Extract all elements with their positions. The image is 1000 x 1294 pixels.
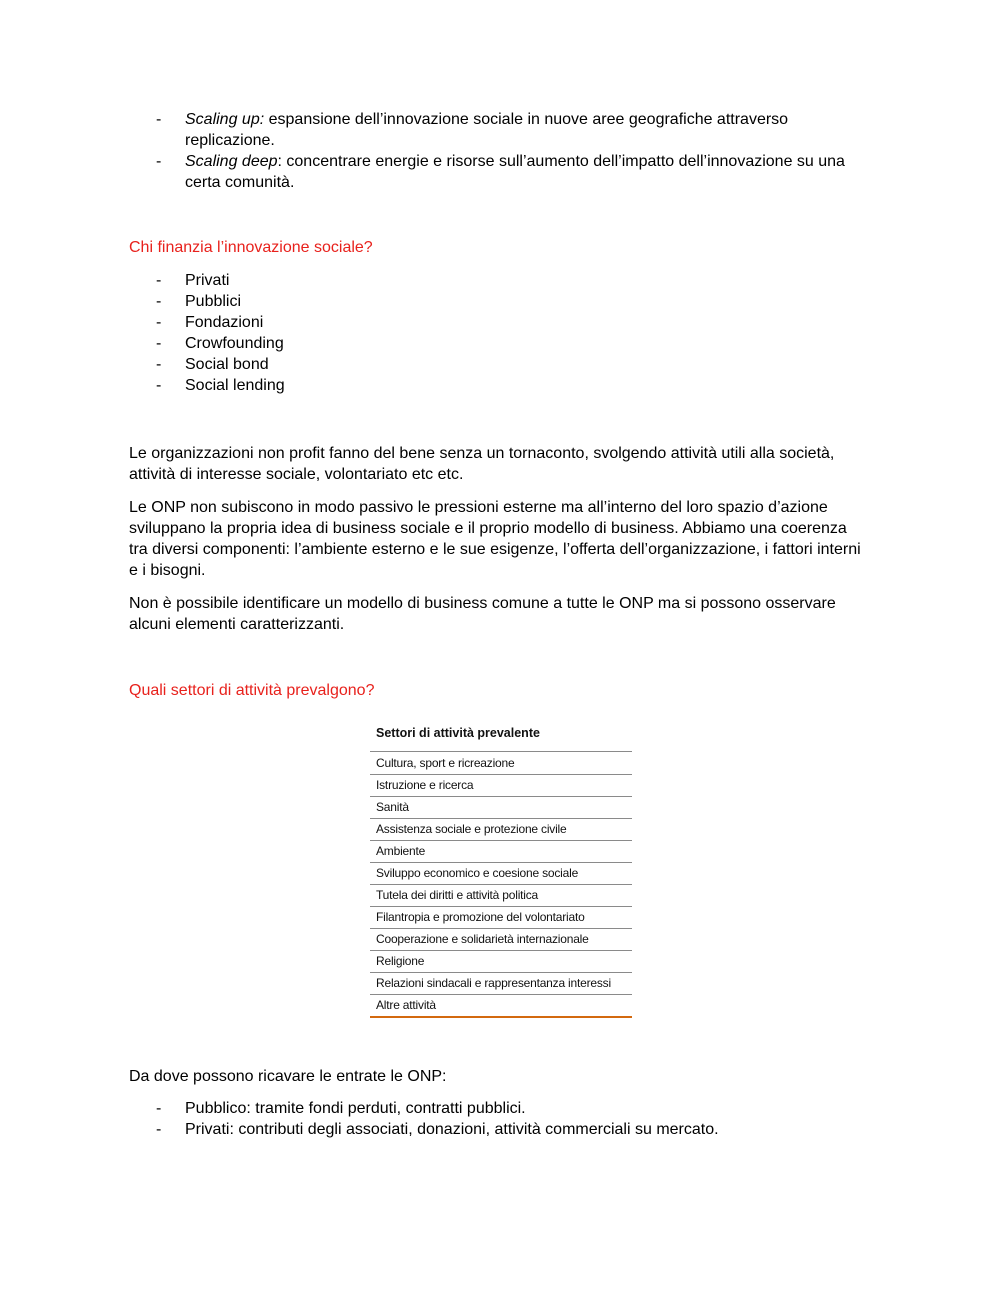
list-item-text: Social lending — [185, 377, 285, 394]
list-dash: - — [156, 314, 162, 331]
table-row: Altre attività — [370, 995, 632, 1018]
list-item-text: Social bond — [185, 356, 269, 373]
scaling-text: : concentrare energie e risorse sull’aumento dell’impatto dell’innovazione su una certa comunità. — [185, 153, 845, 191]
paragraph: Non è possibile identificare un modello di business comune a tutte le ONP ma si possono osservare alcuni elementi caratterizzanti. — [129, 595, 836, 633]
table-header: Settori di attività prevalente — [370, 718, 632, 752]
table-row: Cooperazione e solidarietà internazionale — [370, 929, 632, 951]
list-item — [129, 151, 869, 193]
list-dash: - — [156, 335, 162, 352]
table-row: Sviluppo economico e coesione sociale — [370, 863, 632, 885]
revenue-list — [129, 1098, 869, 1140]
list-item — [129, 312, 869, 333]
list-item — [129, 270, 869, 291]
list-item-text: Pubblico: tramite fondi perduti, contratti pubblici. — [185, 1100, 526, 1117]
list-dash: - — [156, 272, 162, 289]
list-item-text: Privati — [185, 272, 230, 289]
revenue-intro: Da dove possono ricavare le entrate le ONP: — [129, 1068, 447, 1085]
table-row: Sanità — [370, 797, 632, 819]
table-row: Istruzione e ricerca — [370, 775, 632, 797]
list-dash: - — [156, 111, 162, 128]
list-item-text: Fondazioni — [185, 314, 264, 331]
section-heading-funding: Chi finanzia l’innovazione sociale? — [129, 239, 373, 256]
paragraph: Le ONP non subiscono in modo passivo le pressioni esterne ma all’interno del loro spazio d’azione sviluppano la propria idea di business sociale e il proprio modello di business. Abbiamo una coerenza tra diversi componenti: l’ambiente esterno e le sue esigenze, l’offerta dell’organizzazione, i fattori interni e i bisogni. — [129, 499, 861, 579]
list-item-text: Pubblici — [185, 293, 242, 310]
sectors-table — [370, 718, 632, 1020]
scaling-term: Scaling up: — [185, 111, 265, 128]
list-item — [129, 333, 869, 354]
scaling-text: espansione dell’innovazione sociale in nuove aree geografiche attraverso replicazione. — [185, 111, 789, 149]
table-row: Filantropia e promozione del volontariato — [370, 907, 632, 929]
table-row: Tutela dei diritti e attività politica — [370, 885, 632, 907]
table-row: Cultura, sport e ricreazione — [370, 753, 632, 775]
list-dash: - — [156, 356, 162, 373]
table-row: Religione — [370, 951, 632, 973]
list-item — [129, 375, 869, 396]
list-dash: - — [156, 1121, 162, 1138]
list-item — [129, 354, 869, 375]
list-item — [129, 109, 869, 151]
section-heading-sectors: Quali settori di attività prevalgono? — [129, 682, 375, 699]
table-row: Ambiente — [370, 841, 632, 863]
paragraph: Le organizzazioni non profit fanno del bene senza un tornaconto, svolgendo attività utili alla società, attività di interesse sociale, volontariato etc etc. — [129, 445, 835, 483]
list-item-text: Crowfounding — [185, 335, 284, 352]
scaling-list — [129, 109, 869, 193]
list-dash: - — [156, 377, 162, 394]
table-row: Assistenza sociale e protezione civile — [370, 819, 632, 841]
list-dash: - — [156, 293, 162, 310]
list-item — [129, 1119, 869, 1140]
list-item-text: Privati: contributi degli associati, donazioni, attività commerciali su mercato. — [185, 1121, 719, 1138]
funding-list — [129, 270, 869, 396]
list-dash: - — [156, 1100, 162, 1117]
table-row: Relazioni sindacali e rappresentanza interessi — [370, 973, 632, 995]
list-dash: - — [156, 153, 162, 170]
list-item — [129, 1098, 869, 1119]
scaling-term: Scaling deep — [185, 153, 278, 170]
list-item — [129, 291, 869, 312]
